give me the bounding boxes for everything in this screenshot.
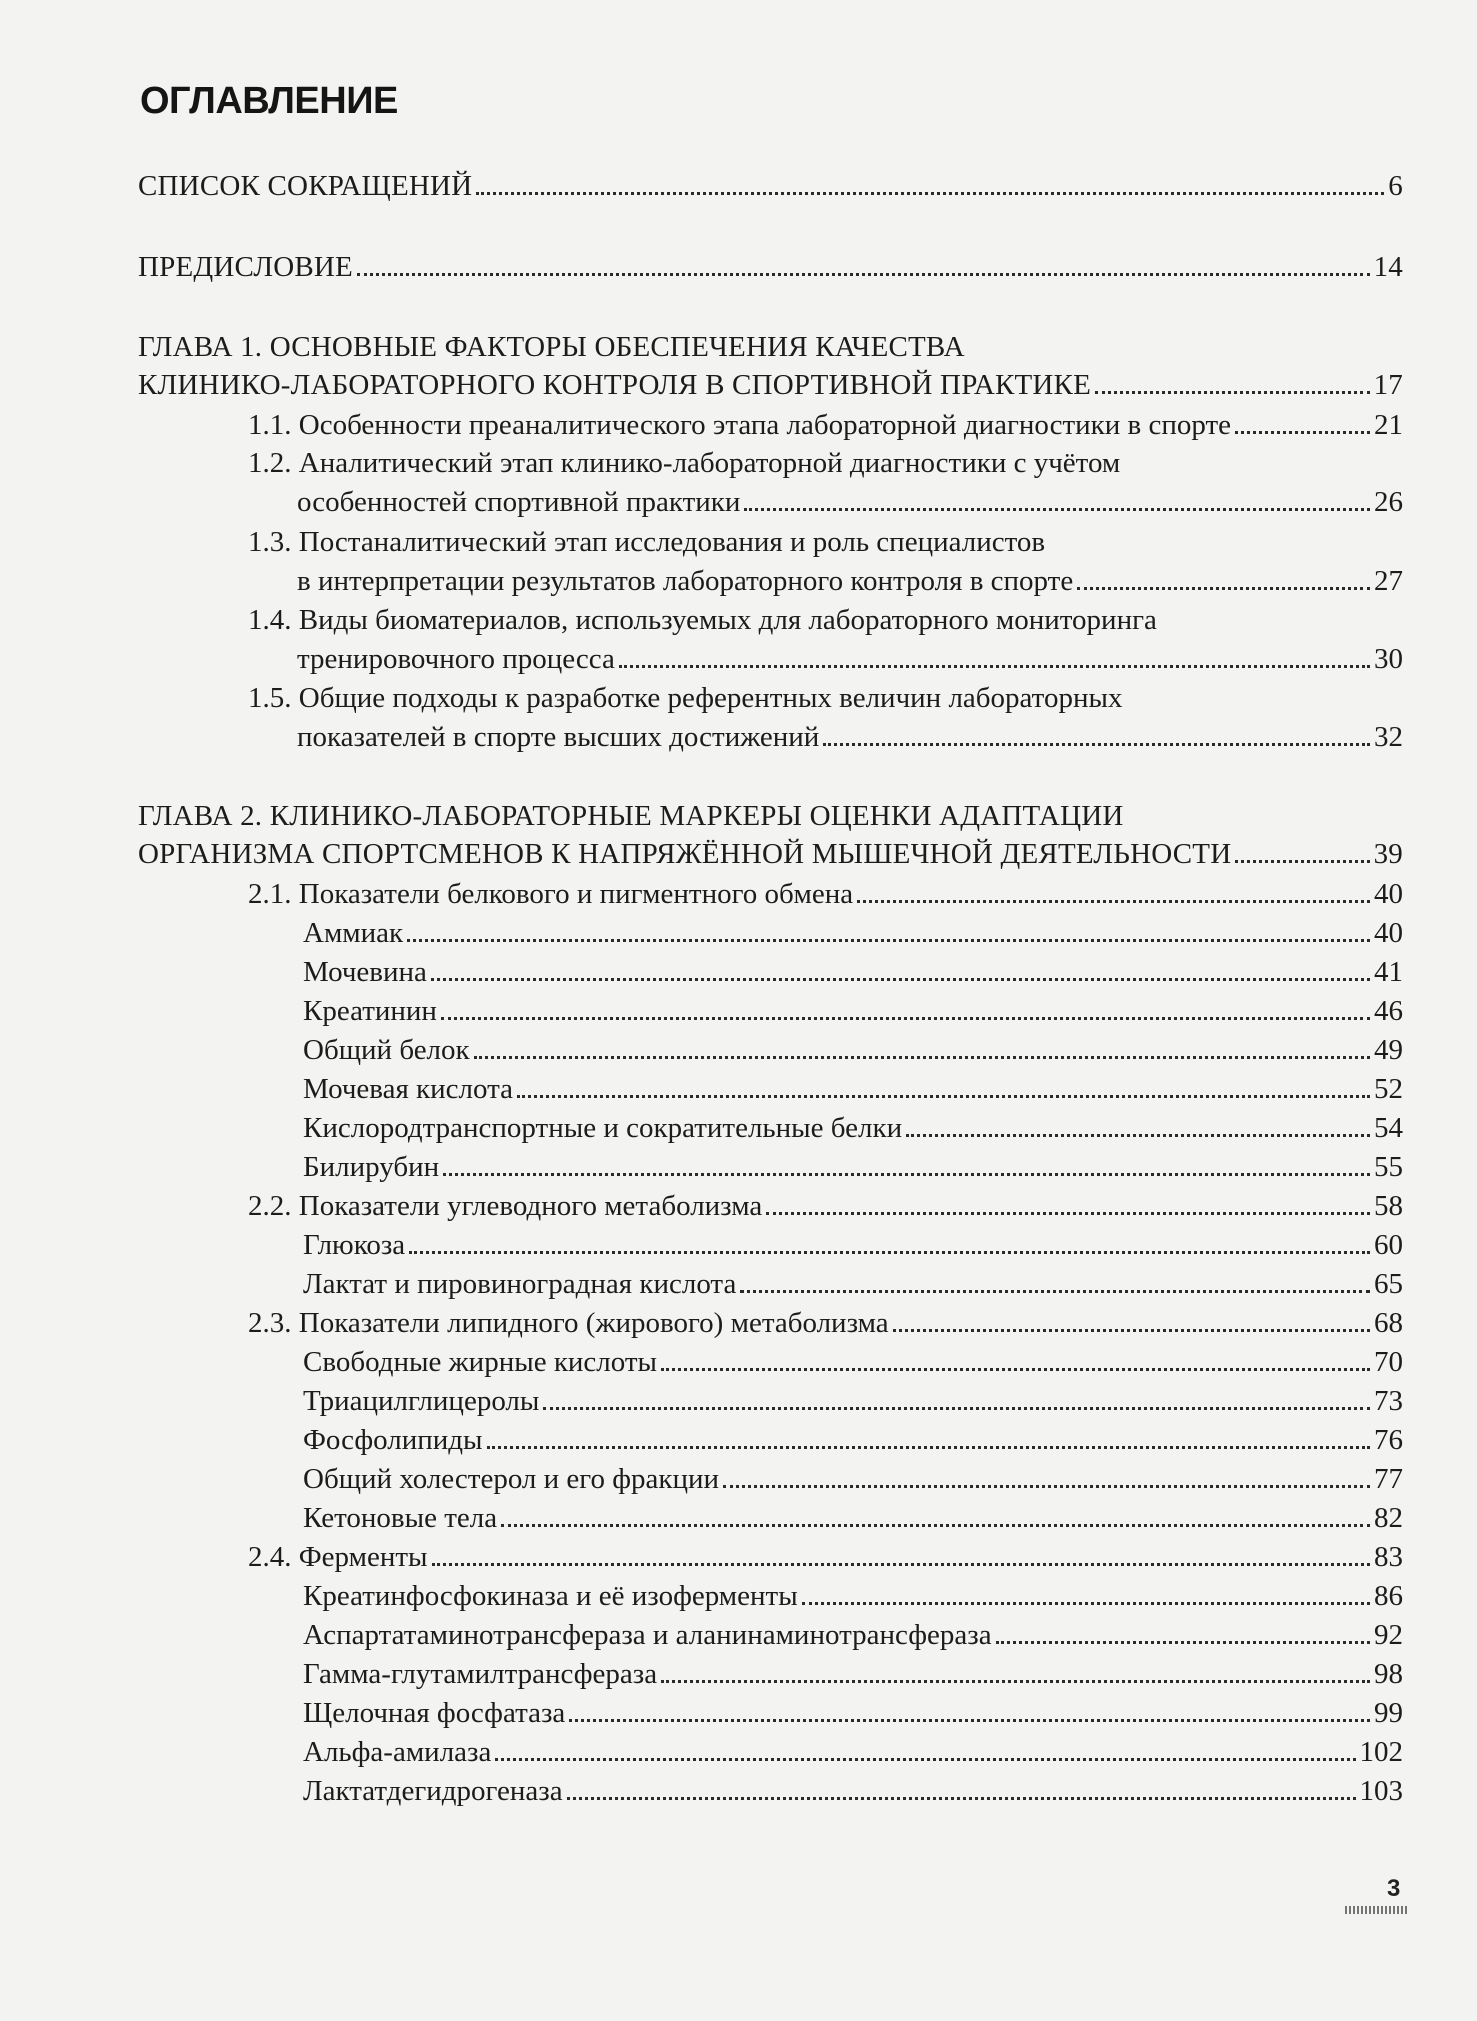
toc-entry-1-5[interactable]	[297, 719, 1403, 755]
toc-page-number: 30	[1374, 643, 1403, 675]
toc-page-number: 58	[1374, 1190, 1403, 1222]
toc-page-number: 40	[1374, 917, 1403, 949]
toc-entry-title: в интерпретации результатов лабораторного контроля в спорте	[297, 565, 1074, 597]
leader-dots	[407, 939, 1370, 942]
toc-entry-triacylglycerols[interactable]	[303, 1383, 1403, 1419]
toc-entry-alkaline-phosphatase[interactable]	[303, 1695, 1403, 1731]
toc-entry-uric-acid[interactable]	[303, 1071, 1403, 1107]
leader-dots	[517, 1095, 1370, 1098]
toc-page-number: 52	[1374, 1073, 1403, 1105]
toc-entry-1-3[interactable]	[297, 563, 1403, 599]
leader-dots	[723, 1485, 1370, 1488]
toc-entry-title: ОРГАНИЗМА СПОРТСМЕНОВ К НАПРЯЖЁННОЙ МЫШЕЧНОЙ ДЕЯТЕЛЬНОСТИ	[138, 838, 1232, 870]
leader-dots	[802, 1602, 1370, 1605]
toc-page-number: 83	[1374, 1541, 1403, 1573]
toc-entry-bilirubin[interactable]	[303, 1149, 1403, 1185]
toc-entry-lactate[interactable]	[303, 1266, 1403, 1302]
toc-entry-ammonia[interactable]	[303, 915, 1403, 951]
toc-entry-preface[interactable]	[138, 249, 1403, 285]
toc-entry-cholesterol[interactable]	[303, 1461, 1403, 1497]
toc-entry-ldh[interactable]	[303, 1773, 1403, 1809]
toc-entry-title: 2.2. Показатели углеводного метаболизма	[248, 1190, 763, 1222]
toc-page-number: 92	[1374, 1619, 1403, 1651]
leader-dots	[823, 743, 1370, 746]
leader-dots	[1077, 587, 1370, 590]
toc-entry-title: Гамма-глутамилтрансфераза	[303, 1658, 658, 1690]
toc-page-number: 86	[1374, 1580, 1403, 1612]
toc-entry-abbreviations[interactable]	[138, 168, 1403, 204]
toc-entry-chapter-2[interactable]	[138, 836, 1403, 872]
toc-entry-1-1[interactable]	[248, 407, 1403, 443]
toc-entry-title: СПИСОК СОКРАЩЕНИЙ	[138, 170, 473, 202]
toc-page-number: 99	[1374, 1697, 1403, 1729]
toc-page-number: 41	[1374, 956, 1403, 988]
toc-entry-chapter-1[interactable]	[138, 367, 1403, 403]
toc-entry-title: Общий холестерол и его фракции	[303, 1463, 720, 1495]
toc-entry-title: Креатинин	[303, 995, 437, 1027]
leader-dots	[476, 192, 1384, 195]
toc-entry-title: ПРЕДИСЛОВИЕ	[138, 251, 353, 283]
toc-entry-title: особенностей спортивной практики	[297, 486, 741, 518]
toc-heading: ОГЛАВЛЕНИЕ	[140, 80, 398, 122]
toc-entry-title: Глюкоза	[303, 1229, 406, 1261]
toc-entry-oxygen-transport-proteins[interactable]	[303, 1110, 1403, 1146]
toc-entry-title: показателей в спорте высших достижений	[297, 721, 820, 753]
toc-entry-2-4[interactable]	[248, 1539, 1403, 1575]
toc-page-number: 68	[1374, 1307, 1403, 1339]
toc-entry-title: 1.1. Особенности преаналитического этапа лабораторной диагностики в спорте	[248, 409, 1232, 441]
toc-entry-title: Мочевая кислота	[303, 1073, 514, 1105]
toc-page-number: 98	[1374, 1658, 1403, 1690]
toc-entry-glucose[interactable]	[303, 1227, 1403, 1263]
toc-entry-title: Лактат и пировиноградная кислота	[303, 1268, 737, 1300]
page-number-ornament	[1345, 1906, 1409, 1914]
toc-page-number: 55	[1374, 1151, 1403, 1183]
leader-dots	[1235, 860, 1369, 863]
leader-dots	[431, 978, 1370, 981]
toc-page-number: 26	[1374, 486, 1403, 518]
leader-dots	[1095, 391, 1370, 394]
section-1-5-title-line1: 1.5. Общие подходы к разработке референтных величин лабораторных	[248, 682, 1123, 714]
leader-dots	[567, 1797, 1356, 1800]
leader-dots	[357, 273, 1370, 276]
toc-entry-title: Триацилглицеролы	[303, 1385, 540, 1417]
toc-page-number: 14	[1373, 251, 1403, 283]
leader-dots	[661, 1368, 1370, 1371]
toc-entry-alpha-amylase[interactable]	[303, 1734, 1403, 1770]
toc-page-number: 73	[1374, 1385, 1403, 1417]
toc-page-number: 49	[1374, 1034, 1403, 1066]
toc-entry-title: Кетоновые тела	[303, 1502, 498, 1534]
toc-entry-title: Общий белок	[303, 1034, 470, 1066]
toc-page-number: 32	[1374, 721, 1403, 753]
toc-page-number: 6	[1388, 170, 1403, 202]
toc-page-number: 40	[1374, 878, 1403, 910]
toc-entry-1-4[interactable]	[297, 641, 1403, 677]
toc-page-number: 21	[1374, 409, 1403, 441]
toc-entry-1-2[interactable]	[297, 484, 1403, 520]
leader-dots	[443, 1173, 1370, 1176]
section-1-4-title-line1: 1.4. Виды биоматериалов, используемых для лабораторного мониторинга	[248, 604, 1157, 636]
toc-page-number: 39	[1373, 838, 1403, 870]
leader-dots	[857, 900, 1370, 903]
leader-dots	[893, 1329, 1370, 1332]
toc-entry-2-2[interactable]	[248, 1188, 1403, 1224]
leader-dots	[474, 1056, 1370, 1059]
leader-dots	[661, 1680, 1370, 1683]
toc-entry-ggt[interactable]	[303, 1656, 1403, 1692]
leader-dots	[409, 1251, 1370, 1254]
toc-entry-creatinine[interactable]	[303, 993, 1403, 1029]
toc-entry-2-1[interactable]	[248, 876, 1403, 912]
toc-page-number: 82	[1374, 1502, 1403, 1534]
toc-page-number: 103	[1359, 1775, 1403, 1807]
toc-page-number: 70	[1374, 1346, 1403, 1378]
leader-dots	[487, 1446, 1370, 1449]
leader-dots	[1235, 431, 1370, 434]
leader-dots	[501, 1524, 1370, 1527]
leader-dots	[543, 1407, 1370, 1410]
toc-entry-phospholipids[interactable]	[303, 1422, 1403, 1458]
toc-page-number: 54	[1374, 1112, 1403, 1144]
toc-entry-title: Аспартатаминотрансфераза и аланинаминотрансфераза	[303, 1619, 992, 1651]
toc-entry-title: Щелочная фосфатаза	[303, 1697, 566, 1729]
toc-entry-title: КЛИНИКО-ЛАБОРАТОРНОГО КОНТРОЛЯ В СПОРТИВНОЙ ПРАКТИКЕ	[138, 369, 1092, 401]
toc-entry-title: Фосфолипиды	[303, 1424, 483, 1456]
chapter-2-title-line1: ГЛАВА 2. КЛИНИКО-ЛАБОРАТОРНЫЕ МАРКЕРЫ ОЦЕНКИ АДАПТАЦИИ	[138, 800, 1124, 832]
toc-entry-title: Креатинфосфокиназа и её изоферменты	[303, 1580, 798, 1612]
toc-entry-title: Свободные жирные кислоты	[303, 1346, 658, 1378]
toc-entry-title: Билирубин	[303, 1151, 440, 1183]
section-1-2-title-line1: 1.2. Аналитический этап клинико-лабораторной диагностики с учётом	[248, 447, 1121, 479]
leader-dots	[619, 665, 1370, 668]
leader-dots	[432, 1563, 1371, 1566]
toc-entry-ast-alt[interactable]	[303, 1617, 1403, 1653]
toc-page-number: 46	[1374, 995, 1403, 1027]
toc-entry-ketone-bodies[interactable]	[303, 1500, 1403, 1536]
toc-entry-title: Мочевина	[303, 956, 427, 988]
leader-dots	[740, 1290, 1370, 1293]
toc-entry-title: Аммиак	[303, 917, 404, 949]
section-1-3-title-line1: 1.3. Постаналитический этап исследования и роль специалистов	[248, 526, 1046, 558]
toc-entry-total-protein[interactable]	[303, 1032, 1403, 1068]
toc-entry-free-fatty-acids[interactable]	[303, 1344, 1403, 1380]
toc-page-number: 77	[1374, 1463, 1403, 1495]
toc-page-number: 76	[1374, 1424, 1403, 1456]
chapter-1-title-line1: ГЛАВА 1. ОСНОВНЫЕ ФАКТОРЫ ОБЕСПЕЧЕНИЯ КАЧЕСТВА	[138, 331, 965, 363]
toc-page-number: 27	[1374, 565, 1403, 597]
toc-page-number: 65	[1374, 1268, 1403, 1300]
leader-dots	[906, 1134, 1370, 1137]
toc-page-number: 17	[1373, 369, 1403, 401]
toc-entry-title: тренировочного процесса	[297, 643, 615, 675]
toc-entry-title: Кислородтранспортные и сократительные белки	[303, 1112, 903, 1144]
toc-entry-title: Альфа-амилаза	[303, 1736, 492, 1768]
leader-dots	[569, 1719, 1370, 1722]
toc-entry-title: 2.4. Ферменты	[248, 1541, 428, 1573]
leader-dots	[495, 1758, 1355, 1761]
page-number: 3	[1387, 1875, 1401, 1902]
toc-entry-creatine-kinase[interactable]	[303, 1578, 1403, 1614]
toc-entry-title: 2.1. Показатели белкового и пигментного обмена	[248, 878, 854, 910]
toc-entry-urea[interactable]	[303, 954, 1403, 990]
leader-dots	[766, 1212, 1370, 1215]
leader-dots	[996, 1641, 1370, 1644]
toc-entry-title: Лактатдегидрогеназа	[303, 1775, 563, 1807]
leader-dots	[744, 508, 1370, 511]
toc-page-number: 102	[1359, 1736, 1403, 1768]
leader-dots	[441, 1017, 1370, 1020]
toc-entry-2-3[interactable]	[248, 1305, 1403, 1341]
toc-entry-title: 2.3. Показатели липидного (жирового) метаболизма	[248, 1307, 889, 1339]
toc-page-number: 60	[1374, 1229, 1403, 1261]
